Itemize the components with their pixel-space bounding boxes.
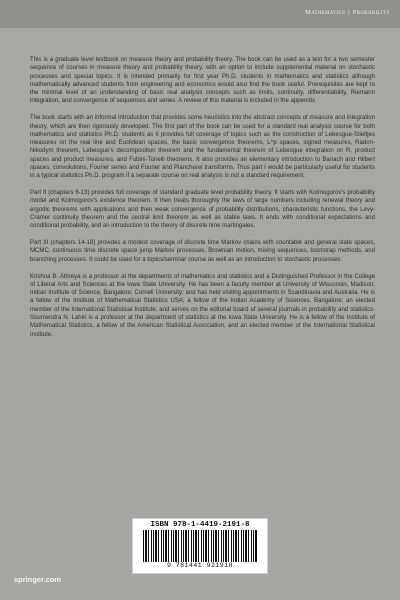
paragraph-part-one: The book starts with an informal introduction that provides some heuristics into the abstract concepts of measure and integration theory, which are then rigorously developed. The first part of the book can be used for a standard real analysis course for both mathematics and statistics Ph.D. students as it provides full coverage of topics such as the construction of Lebesgue-Stieltjes measures on the real line and Euclidean spaces, the basic convergence theorems, L^p spaces, signed measures, Radon-Nikodym theorem, Lebesgue's decomposition theorem and the fundamental theorem of Lebesgue integration on R, product spaces and product measures, and Fubini-Tonelli theorems. It also provides an elementary introduction to Banach and Hilbert spaces, convolutions, Fourier series and Fourier and Plancherel transforms. Thus part I would be particularly useful for students in a typical statistics Ph.D. program if a separate course on real analysis is not a standard requirement.	[30, 115, 375, 180]
series-header	[0, 0, 400, 28]
paragraph-overview: This is a graduate level textbook on measure theory and probability theory. The book can be used as a text for a two semester sequence of courses in measure theory and probability theory, with an option to include supplemental material on stochastic processes and special topics. It is intended primarily for first year Ph.D. students in mathematics and statistics although mathematically advanced students from engineering and economics would also find the book useful. Prerequisites are kept to the minimal level of an understanding of basic real analysis concepts such as limits, continuity, differentiability, Riemann integration, and convergence of sequences and series. A review of this material is included in the appendix.	[30, 57, 375, 105]
description-text	[30, 56, 375, 347]
paragraph-authors: Krishna B. Athreya is a professor at the departments of mathematics and statistics and a Distinguished Professor in the College of Liberal Arts and Sciences at the Iowa State University. He has been a faculty member at University of Wisconsin, Madison; Indian Institute of Science, Bangalore; Cornell University; and has held visiting appointments in Scandinavia and Australia. He is a fellow of the Institute of Mathematical Statistics USA; a fellow of the Indian Academy of Sciences, Bangalore; an elected member of the International Statistical Institute; and serves on the editorial board of several journals in probability and statistics. Soumendra N. Lahiri is a professor at the department of statistics at the Iowa State University. He is a fellow of the Institute of Mathematical Statistics, a fellow of the American Statistical Association, and an elected member of the International Statistical Institute.	[30, 273, 375, 338]
series-left: Mathematics	[304, 9, 346, 16]
series-right: Probability	[352, 9, 390, 16]
barcode	[132, 518, 268, 574]
barcode-digits: 9 781441 921918	[166, 562, 233, 569]
series-label	[305, 9, 390, 16]
publisher-url: springer.com	[14, 575, 62, 584]
paragraph-part-three: Part III (chapters 14-18) provides a modest coverage of discrete time Markov chains with countable and general state spaces, MCMC, continuous time discrete space jump Markov processes, Brownian motion, mixing sequences, bootstrap methods, and branching processes. It could be used for a topics/seminar course as well as an introduction to stochastic processes.	[30, 240, 375, 263]
barcode-bars	[143, 530, 257, 562]
paragraph-part-two: Part II (chapters 6-13) provides full coverage of standard graduate level probability theory. It starts with Kolmogorov's probability model and Kolmogorov's existence theorem. It then treats thoroughly the laws of large numbers including renewal theory and ergodic theorems with applications and then weak convergence of probability distributions, characteristic functions, the Levy-Cramer continuity theorem and the central limit theorem as well as stable laws. It ends with conditional expectations and conditional probability, and an introduction to the theory of discrete time martingales.	[30, 190, 375, 230]
series-separator: |	[348, 9, 350, 16]
isbn-label: ISBN 978-1-4419-2191-8	[150, 521, 250, 529]
